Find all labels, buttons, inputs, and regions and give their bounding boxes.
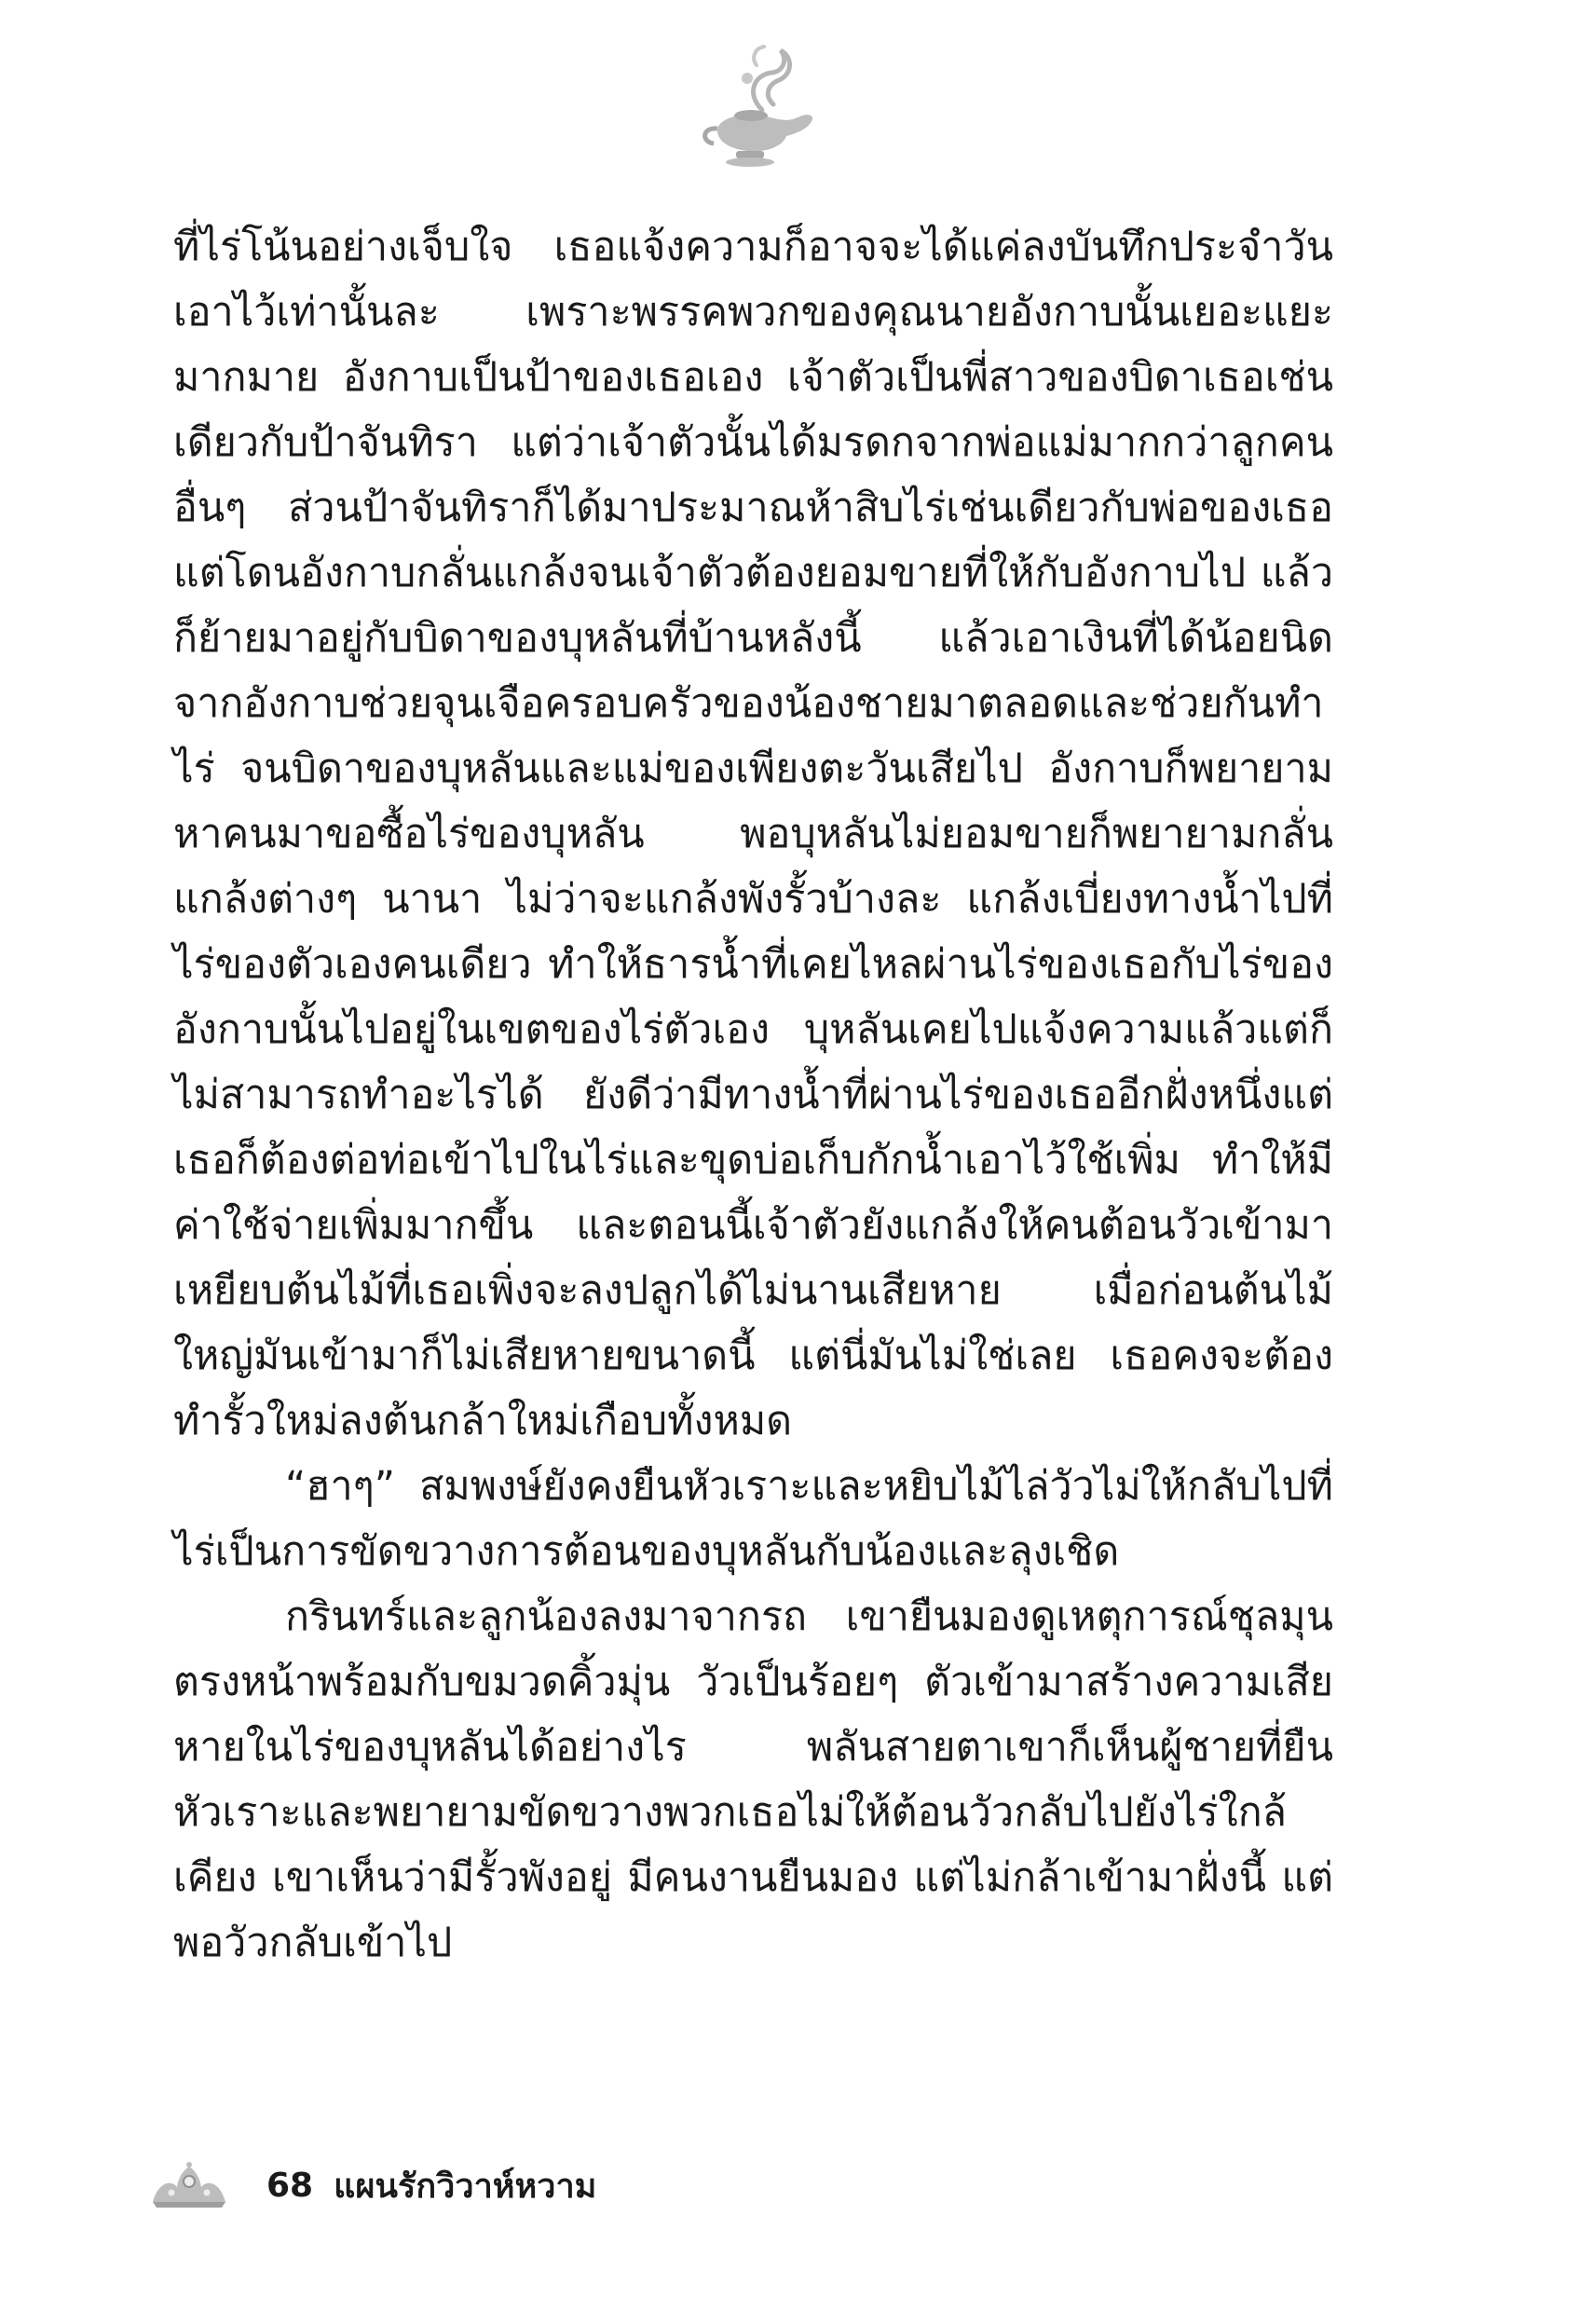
paragraph-2: “ฮาๆ” สมพงษ์ยังคงยืนหัวเราะและหยิบไม้ไล่วัวไม่ให้กลับไปที่ไร่เป็นการขัดขวางการต้อนของบุหลันกับน้องและลุงเชิด — [173, 1463, 1333, 1575]
body-text — [173, 214, 1333, 1976]
book-title: แผนรักวิวาห์หวาม — [334, 2167, 597, 2206]
paragraph-3: กรินทร์และลูกน้องลงมาจากรถ เขายืนมองดูเหตุการณ์ชุลมุนตรงหน้าพร้อมกับขมวดคิ้วมุ่น วัวเป็นร้อยๆ ตัวเข้ามาสร้างความเสียหายในไร่ของบุหลันได้อย่างไร พลันสายตาเขาก็เห็นผู้ชายที่ยืนหัวเราะและพยายามขัดขวางพวกเธอไม่ให้ต้อนวัวกลับไปยังไร่ใกล้เคียง เขาเห็นว่ามีรั้วพังอยู่ มีคนงานยืนมอง แต่ไม่กล้าเข้ามาฝั่งนี้ แต่พอวัวกลับเข้าไป — [173, 1593, 1333, 1966]
genie-lamp-icon — [689, 37, 829, 177]
page-number: 68 — [266, 2166, 314, 2205]
page-footer — [149, 2153, 596, 2218]
tiara-icon — [149, 2161, 229, 2209]
paragraph-1: ที่ไร่โน้นอย่างเจ็บใจ เธอแจ้งความก็อาจจะได้แค่ลงบันทึกประจำวันเอาไว้เท่านั้นละ เพราะพรรคพวกของคุณนายอังกาบนั้นเยอะแยะมากมาย อังกาบเป็นป้าของเธอเอง เจ้าตัวเป็นพี่สาวของบิดาเธอเช่นเดียวกับป้าจันทิรา แต่ว่าเจ้าตัวนั้นได้มรดกจากพ่อแม่มากกว่าลูกคนอื่นๆ ส่วนป้าจันทิราก็ได้มาประมาณห้าสิบไร่เช่นเดียวกับพ่อของเธอ แต่โดนอังกาบกลั่นแกล้งจนเจ้าตัวต้องยอมขายที่ให้กับอังกาบไป แล้วก็ย้ายมาอยู่กับบิดาของบุหลันที่บ้านหลังนี้ แล้วเอาเงินที่ได้น้อยนิดจากอังกาบช่วยจุนเจือครอบครัวของน้องชายมาตลอดและช่วยกันทำไร่ จนบิดาของบุหลันและแม่ของเพียงตะวันเสียไป อังกาบก็พยายามหาคนมาขอซื้อไร่ของบุหลัน พอบุหลันไม่ยอมขายก็พยายามกลั่นแกล้งต่างๆ นานา ไม่ว่าจะแกล้งพังรั้วบ้างละ แกล้งเบี่ยงทางน้ำไปที่ไร่ของตัวเองคนเดียว ทำให้ธารน้ำที่เคยไหลผ่านไร่ของเธอกับไร่ของอังกาบนั้นไปอยู่ในเขตของไร่ตัวเอง บุหลันเคยไปแจ้งความแล้วแต่ก็ไม่สามารถทำอะไรได้ ยังดีว่ามีทางน้ำที่ผ่านไร่ของเธออีกฝั่งหนึ่งแต่เธอก็ต้องต่อท่อเข้าไปในไร่และขุดบ่อเก็บกักน้ำเอาไว้ใช้เพิ่ม ทำให้มีค่าใช้จ่ายเพิ่มมากขึ้น และตอนนี้เจ้าตัวยังแกล้งให้คนต้อนวัวเข้ามาเหยียบต้นไม้ที่เธอเพิ่งจะลงปลูกได้ไม่นานเสียหาย เมื่อก่อนต้นไม้ใหญ่มันเข้ามาก็ไม่เสียหายขนาดนี้ แต่นี่มันไม่ใช่เลย เธอคงจะต้องทำรั้วใหม่ลงต้นกล้าใหม่เกือบทั้งหมด — [173, 224, 1333, 1444]
